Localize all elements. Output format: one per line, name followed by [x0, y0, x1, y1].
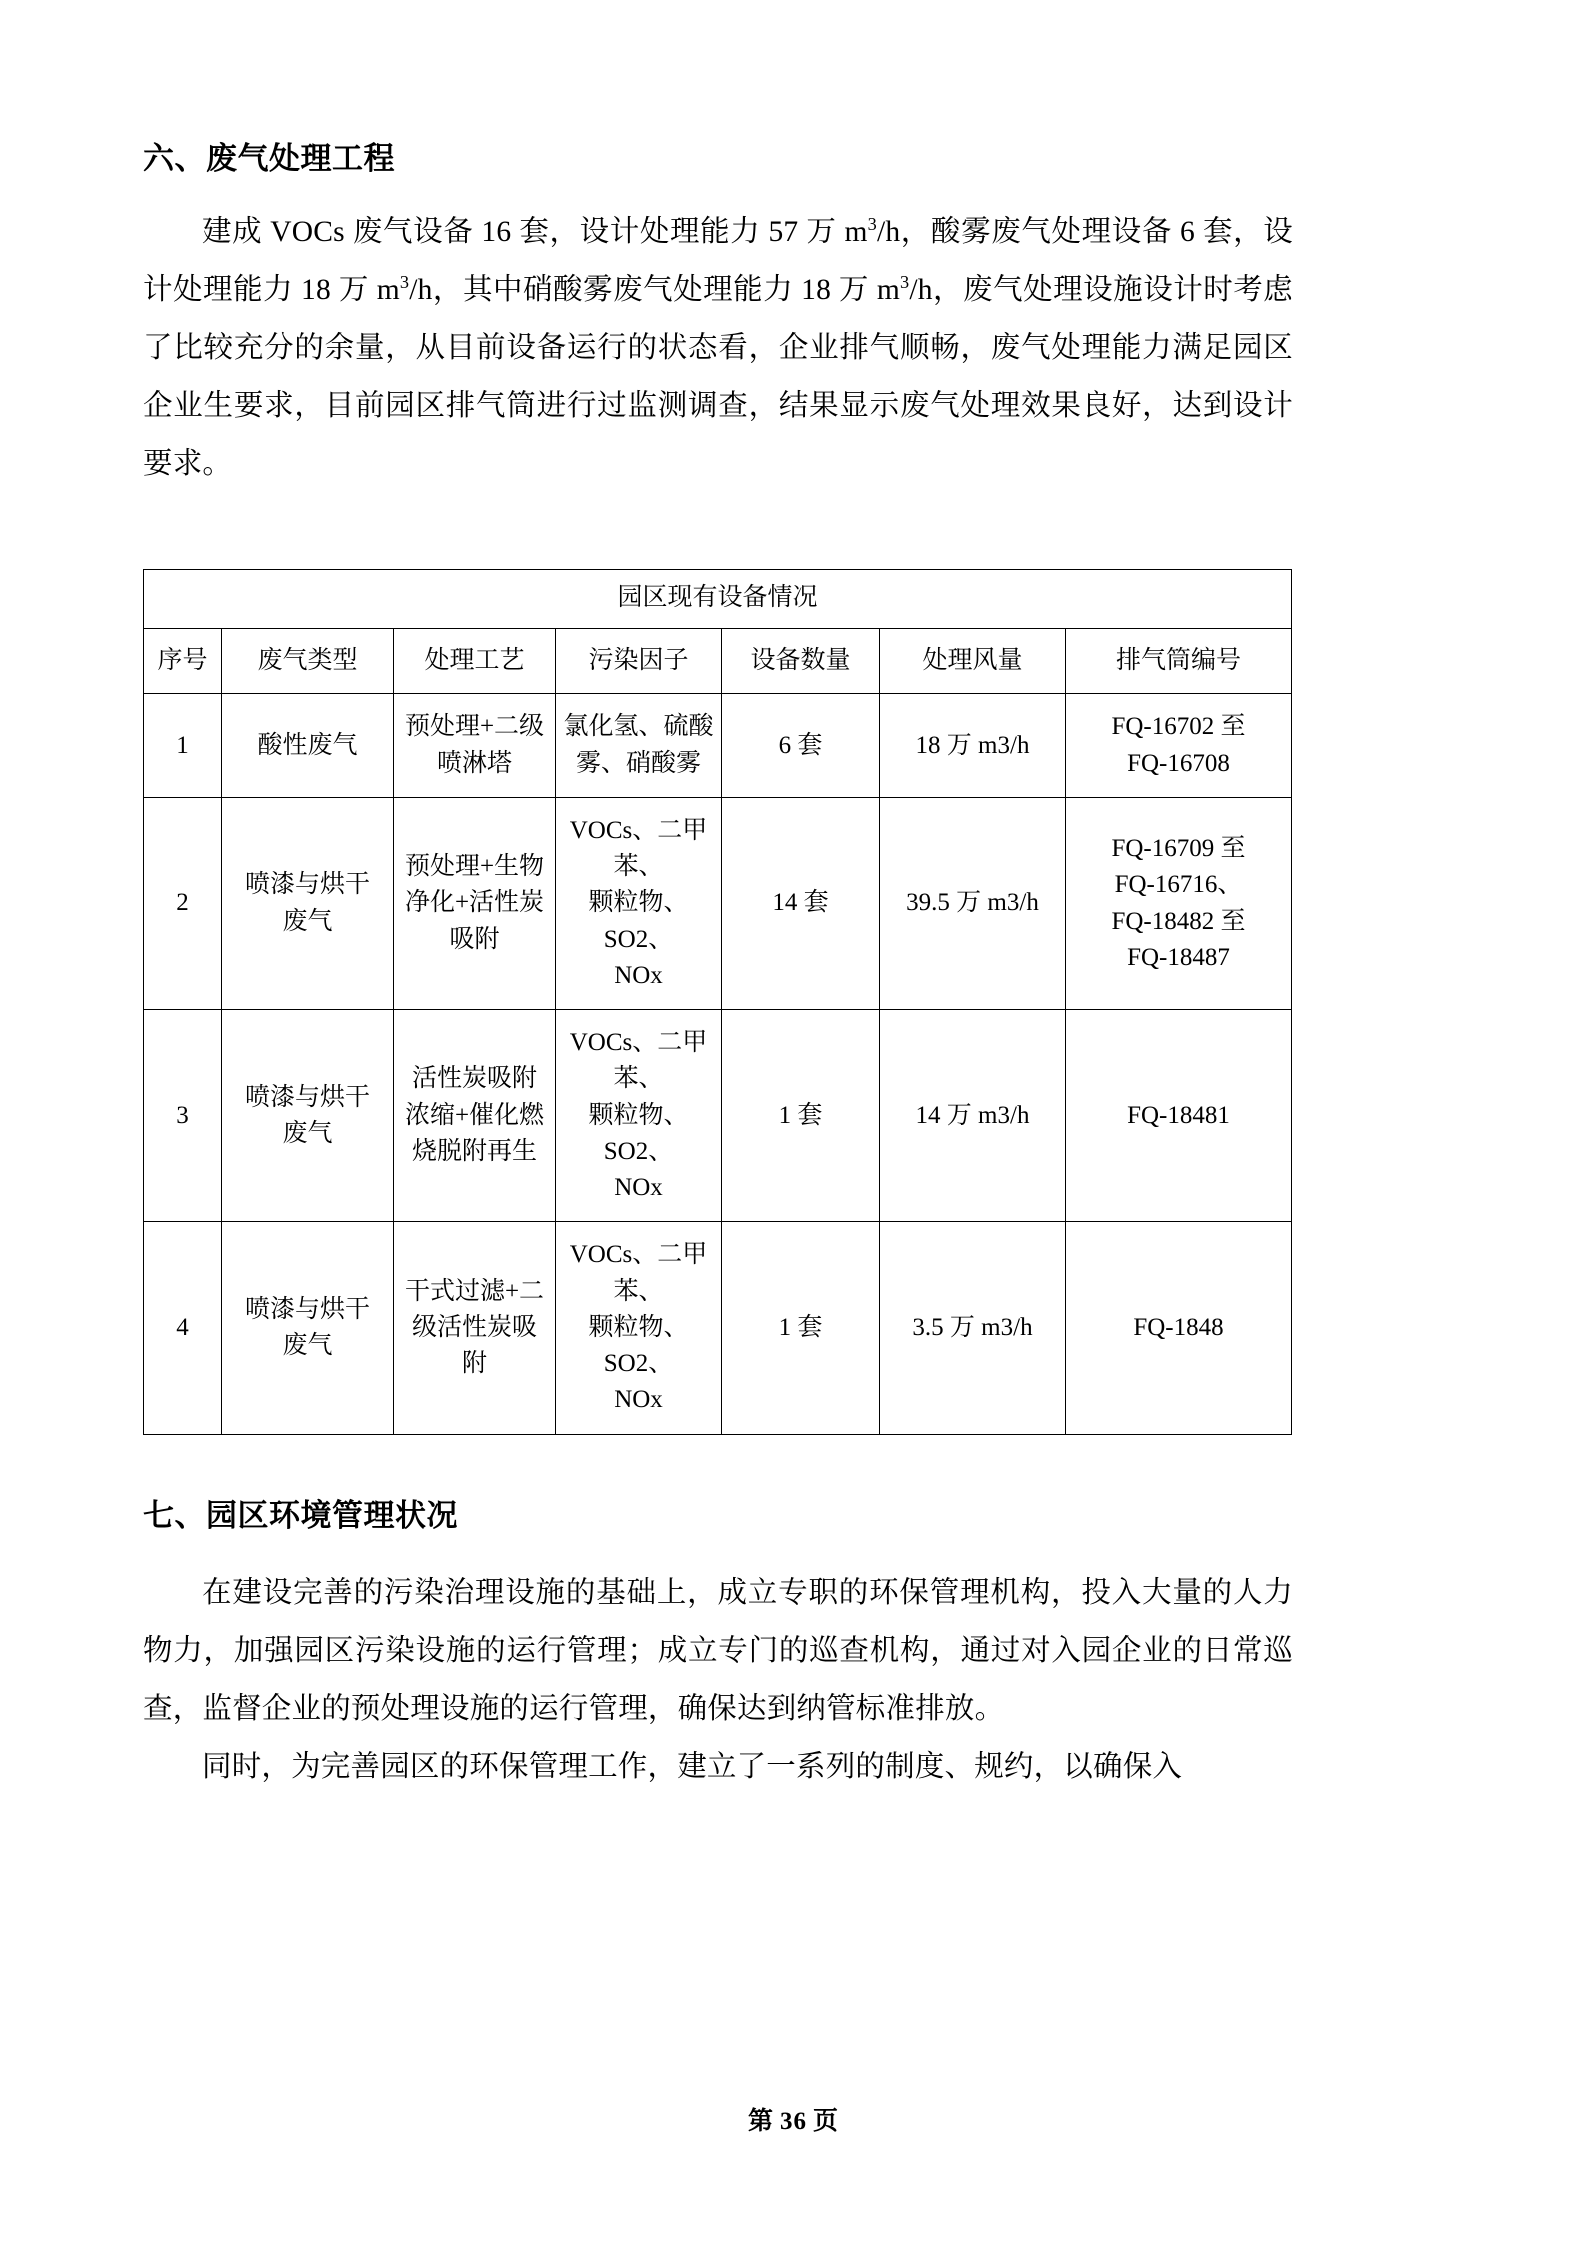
equipment-table — [143, 569, 1292, 1435]
cell-line: 颗粒物、SO2、 — [588, 1313, 689, 1378]
cell-airflow: 18 万 m3/h — [880, 694, 1066, 798]
cell-waste-type — [222, 1010, 394, 1222]
cell-line: FQ-1848 — [1133, 1313, 1224, 1341]
superscript-exponent: 3 — [900, 272, 910, 293]
column-header-airflow: 处理风量 — [880, 629, 1066, 694]
cell-process — [394, 797, 556, 1009]
table-title: 园区现有设备情况 — [144, 569, 1292, 628]
cell-airflow: 14 万 m3/h — [880, 1010, 1066, 1222]
cell-process — [394, 1222, 556, 1434]
cell-index: 4 — [144, 1222, 222, 1434]
cell-line: 喷漆与烘干 — [244, 871, 370, 899]
cell-line: VOCs、二甲苯、 — [569, 816, 708, 881]
cell-pollutants — [556, 1222, 722, 1434]
cell-line: 预处理+生物 — [404, 853, 545, 881]
cell-line: 颗粒物、SO2、 — [588, 889, 689, 953]
table-head — [144, 569, 1292, 694]
table-body — [144, 694, 1292, 1434]
cell-stack-number — [1066, 797, 1292, 1009]
column-header-index: 序号 — [144, 629, 222, 694]
equipment-table-wrapper — [143, 569, 1293, 1435]
footer-suffix: 页 — [813, 2108, 840, 2135]
cell-line: FQ-18482 至 — [1111, 907, 1246, 935]
page-content — [143, 0, 1293, 1796]
cell-waste-type: 酸性废气 — [222, 694, 394, 798]
cell-line: FQ-18481 — [1127, 1101, 1230, 1129]
cell-airflow: 39.5 万 m3/h — [880, 797, 1066, 1009]
cell-waste-type — [222, 797, 394, 1009]
cell-line: NOx — [614, 1174, 663, 1202]
column-header-stack: 排气筒编号 — [1066, 629, 1292, 694]
text-run: 建成 VOCs 废气设备 16 套，设计处理能力 57 万 m — [202, 215, 868, 248]
cell-pollutants — [556, 1010, 722, 1222]
cell-stack-number — [1066, 1222, 1292, 1434]
page-footer — [0, 2101, 1587, 2137]
cell-pollutants — [556, 694, 722, 798]
cell-waste-type — [222, 1222, 394, 1434]
cell-process — [394, 694, 556, 798]
table-row — [144, 694, 1292, 798]
table-row — [144, 1222, 1292, 1434]
cell-line: 级活性炭吸 — [411, 1313, 537, 1341]
column-header-process: 处理工艺 — [394, 629, 556, 694]
cell-line: FQ-16716、 — [1114, 871, 1243, 899]
cell-line: 吸附 — [449, 925, 500, 953]
cell-stack-number — [1066, 694, 1292, 798]
cell-index: 2 — [144, 797, 222, 1009]
paragraph-environment-management-2: 同时，为完善园区的环保管理工作，建立了一系列的制度、规约，以确保入 — [202, 1750, 1183, 1783]
cell-line: NOx — [614, 1386, 663, 1414]
section-heading-environment-management: 七、园区环境管理状况 — [143, 1497, 458, 1533]
cell-line: 氯化氢、硫酸 — [563, 713, 714, 741]
table-row — [144, 1010, 1292, 1222]
cell-line: 活性炭吸附 — [411, 1065, 537, 1093]
table-header-row — [144, 629, 1292, 694]
cell-index: 1 — [144, 694, 222, 798]
cell-line: 喷淋塔 — [436, 749, 512, 777]
cell-line: 干式过滤+二 — [404, 1277, 545, 1305]
cell-line: FQ-16702 至 — [1111, 713, 1246, 741]
paragraph-environment-management-1: 在建设完善的污染治理设施的基础上，成立专职的环保管理机构，投入大量的人力物力，加强园区污染设施的运行管理；成立专门的巡查机构，通过对入园企业的日常巡查，监督企业的预处理设施的运行管理，确保达到纳管标准排放。 — [143, 1576, 1293, 1725]
cell-line: 废气 — [282, 1119, 333, 1147]
cell-line: VOCs、二甲苯、 — [569, 1241, 708, 1305]
cell-line: 喷漆与烘干 — [244, 1083, 370, 1111]
cell-line: VOCs、二甲苯、 — [569, 1029, 708, 1093]
superscript-exponent: 3 — [399, 272, 410, 293]
cell-line: 浓缩+催化燃 — [404, 1101, 545, 1129]
cell-equipment-count: 14 套 — [722, 797, 880, 1009]
footer-prefix: 第 — [747, 2108, 774, 2135]
text-run: /h，其中硝酸雾废气处理能力 18 万 m — [409, 273, 900, 306]
footer-page-number: 36 — [780, 2108, 807, 2135]
cell-pollutants — [556, 797, 722, 1009]
section-heading-waste-gas-treatment: 六、废气处理工程 — [143, 141, 395, 176]
cell-line: 喷漆与烘干 — [244, 1295, 370, 1323]
cell-line: NOx — [614, 961, 663, 989]
cell-line: 颗粒物、SO2、 — [588, 1101, 689, 1165]
cell-line: FQ-16709 至 — [1111, 835, 1246, 863]
cell-equipment-count: 1 套 — [722, 1222, 880, 1434]
cell-line: 废气 — [282, 1332, 333, 1360]
cell-line: FQ-18487 — [1127, 943, 1230, 971]
column-header-type: 废气类型 — [222, 629, 394, 694]
cell-stack-number — [1066, 1010, 1292, 1222]
cell-line: FQ-16708 — [1127, 749, 1230, 777]
cell-equipment-count: 1 套 — [722, 1010, 880, 1222]
column-header-count: 设备数量 — [722, 629, 880, 694]
superscript-exponent: 3 — [867, 214, 878, 235]
cell-line: 烧脱附再生 — [411, 1137, 537, 1165]
cell-airflow: 3.5 万 m3/h — [880, 1222, 1066, 1434]
cell-line: 附 — [461, 1350, 487, 1378]
text-run: /h，废气处理设施设计时考虑了比较充分的余量，从目前设备运行的状态看，企业排气顺畅，废气处理能力满足园区企业生要求，目前园区排气筒进行过监测调查，结果显示废气处理效果良好，达到设计要求。 — [143, 273, 1293, 480]
cell-line: 废气 — [282, 907, 333, 935]
cell-line: 雾、硝酸雾 — [575, 749, 701, 777]
text-run: /h，酸雾废气处理设备 6 套，设计处理能力 18 万 m — [143, 215, 1293, 306]
cell-line: 预处理+二级 — [404, 713, 545, 741]
cell-process — [394, 1010, 556, 1222]
column-header-pollutants: 污染因子 — [556, 629, 722, 694]
table-title-row — [144, 569, 1292, 628]
paragraph-waste-gas-treatment — [143, 203, 1293, 493]
cell-index: 3 — [144, 1010, 222, 1222]
cell-line: 净化+活性炭 — [404, 889, 545, 917]
table-row — [144, 797, 1292, 1009]
cell-equipment-count: 6 套 — [722, 694, 880, 798]
